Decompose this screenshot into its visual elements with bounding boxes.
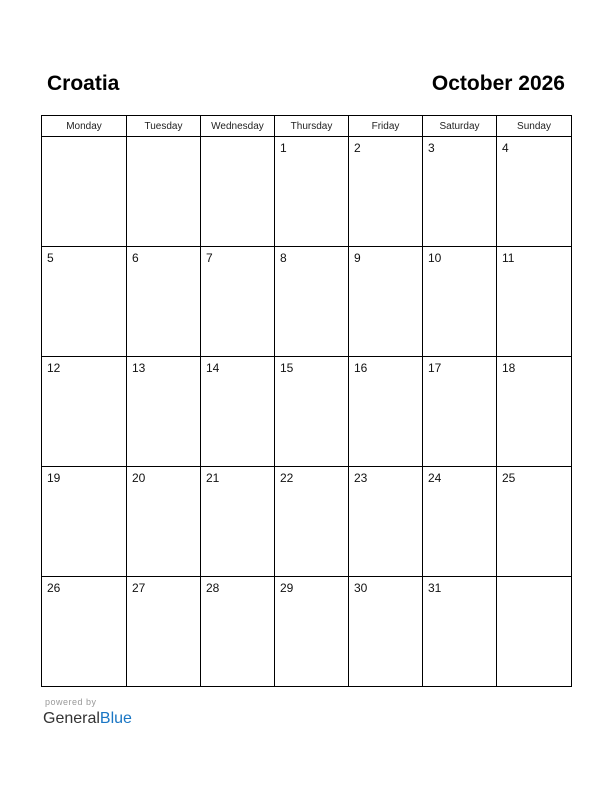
day-cell	[497, 137, 572, 247]
day-number: 17	[428, 361, 442, 375]
day-number: 28	[206, 581, 220, 595]
day-cell	[349, 577, 423, 687]
day-number: 22	[280, 471, 294, 485]
day-cell	[42, 357, 127, 467]
day-cell	[201, 137, 275, 247]
day-cell	[349, 137, 423, 247]
day-number: 19	[47, 471, 61, 485]
day-cell	[201, 577, 275, 687]
day-number: 26	[47, 581, 61, 595]
week-row-4	[42, 467, 572, 577]
weekday-header-wednesday: Wednesday	[201, 116, 275, 137]
branding	[43, 697, 132, 729]
day-cell	[127, 137, 201, 247]
day-cell	[275, 357, 349, 467]
week-row-1	[42, 137, 572, 247]
day-number: 13	[132, 361, 146, 375]
weekday-header-saturday: Saturday	[423, 116, 497, 137]
day-cell	[423, 137, 497, 247]
day-number: 31	[428, 581, 442, 595]
day-number: 2	[354, 141, 361, 155]
day-number: 30	[354, 581, 368, 595]
day-cell	[127, 247, 201, 357]
day-number: 16	[354, 361, 368, 375]
day-number: 27	[132, 581, 146, 595]
day-cell	[275, 247, 349, 357]
day-number: 20	[132, 471, 146, 485]
day-number: 8	[280, 251, 287, 265]
week-row-3	[42, 357, 572, 467]
day-number: 12	[47, 361, 61, 375]
day-number: 7	[206, 251, 213, 265]
day-number: 9	[354, 251, 361, 265]
day-number	[127, 137, 200, 141]
day-cell	[127, 577, 201, 687]
month-year-title: October 2026	[431, 72, 565, 95]
day-cell	[275, 577, 349, 687]
day-number: 21	[206, 471, 220, 485]
brand-logo	[43, 709, 132, 729]
day-number: 1	[280, 141, 287, 155]
day-cell	[201, 467, 275, 577]
day-number: 14	[206, 361, 220, 375]
day-number: 24	[428, 471, 442, 485]
day-cell	[42, 577, 127, 687]
brand-name-blue: Blue	[99, 710, 132, 727]
weekday-header-sunday: Sunday	[497, 116, 572, 137]
day-cell	[201, 357, 275, 467]
day-number: 4	[502, 141, 509, 155]
weekday-header-thursday: Thursday	[275, 116, 349, 137]
day-cell	[127, 467, 201, 577]
day-number: 6	[132, 251, 139, 265]
day-number: 23	[354, 471, 368, 485]
powered-by-text: powered by	[45, 697, 97, 707]
day-number: 3	[428, 141, 435, 155]
day-cell	[497, 247, 572, 357]
calendar-grid	[41, 115, 572, 687]
day-cell	[423, 247, 497, 357]
brand-name-general: General	[43, 710, 100, 727]
day-number: 11	[502, 251, 515, 265]
day-cell	[423, 577, 497, 687]
day-cell	[275, 467, 349, 577]
day-cell	[127, 357, 201, 467]
day-number: 5	[47, 251, 54, 265]
day-cell	[423, 357, 497, 467]
country-title: Croatia	[47, 72, 120, 95]
day-number	[497, 577, 571, 581]
day-cell	[42, 137, 127, 247]
day-cell	[42, 247, 127, 357]
day-cell	[497, 467, 572, 577]
day-cell	[201, 247, 275, 357]
day-number	[201, 137, 274, 141]
day-number: 10	[428, 251, 442, 265]
day-number: 29	[280, 581, 294, 595]
day-cell	[423, 467, 497, 577]
day-cell	[497, 577, 572, 687]
day-cell	[349, 467, 423, 577]
day-number: 25	[502, 471, 516, 485]
day-cell	[275, 137, 349, 247]
weekday-header-friday: Friday	[349, 116, 423, 137]
weekday-header-tuesday: Tuesday	[127, 116, 201, 137]
week-row-5	[42, 577, 572, 687]
day-cell	[349, 357, 423, 467]
weekday-header-monday: Monday	[42, 116, 127, 137]
day-number: 15	[280, 361, 294, 375]
day-cell	[42, 467, 127, 577]
week-row-2	[42, 247, 572, 357]
day-cell	[349, 247, 423, 357]
day-number	[42, 137, 126, 141]
weekday-header-row	[42, 116, 572, 137]
day-cell	[497, 357, 572, 467]
day-number: 18	[502, 361, 516, 375]
